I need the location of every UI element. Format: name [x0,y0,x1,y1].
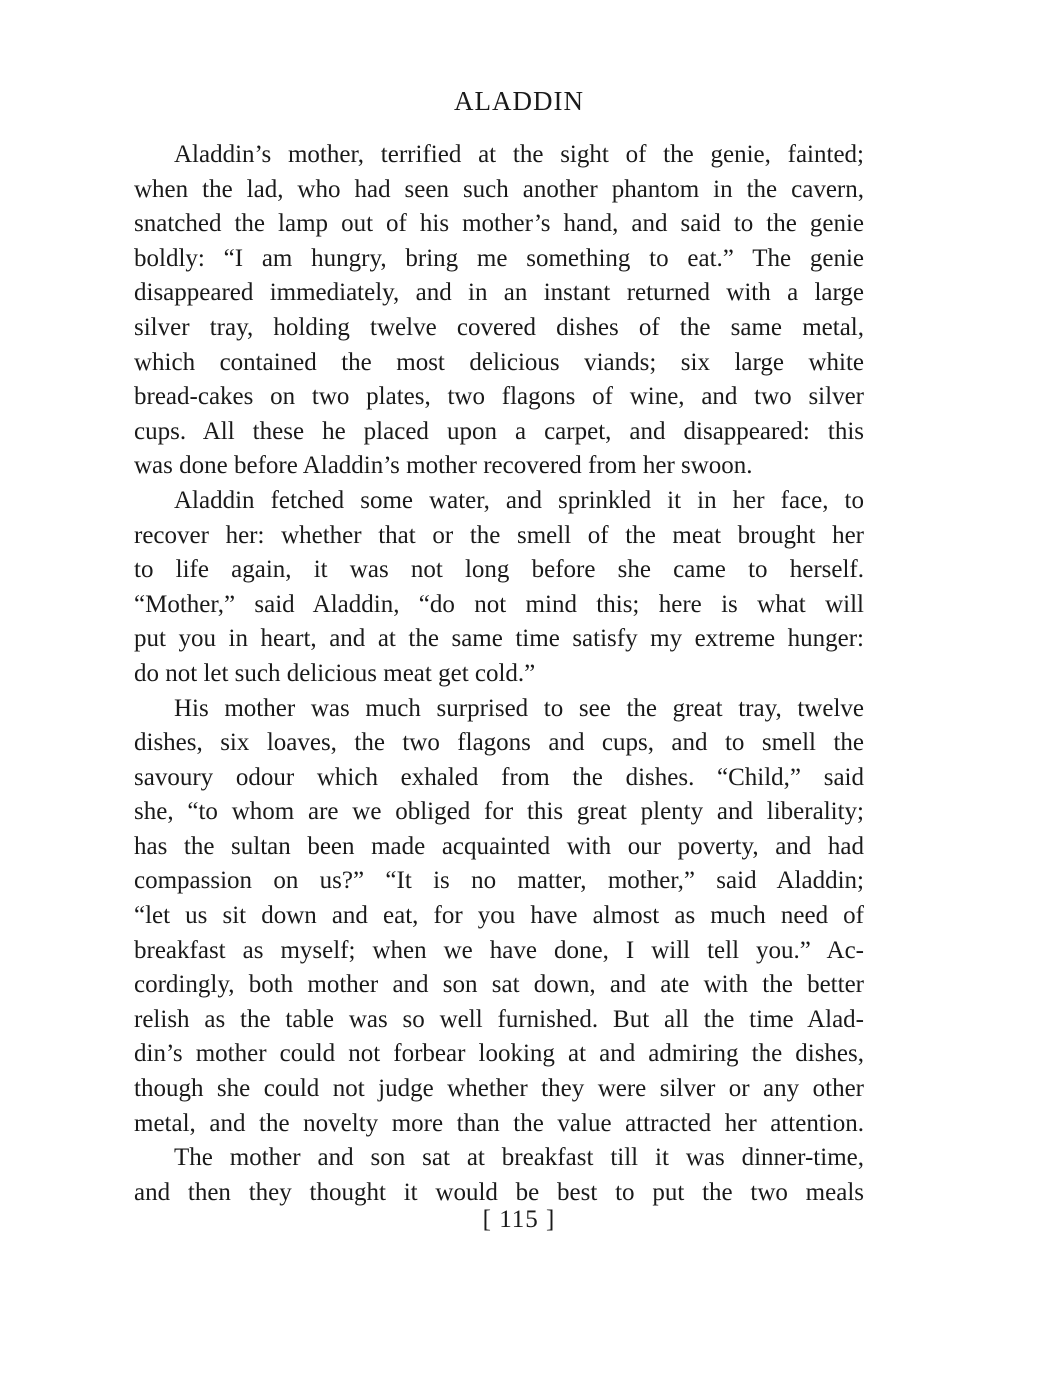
text-line: The mother and son sat at breakfast till it was dinner-time, [174,1144,864,1172]
text-line: snatched the lamp out of his mother’s hand, and said to the genie [134,210,864,238]
text-line: boldly: “I am hungry, bring me something to eat.” The genie [134,244,864,272]
running-head: ALADDIN [454,86,584,116]
text-line: dishes, six loaves, the two flagons and cups, and to smell the [134,729,864,757]
text-line: breakfast as myself; when we have done, I will tell you.” Ac- [134,936,864,964]
paragraph-1 [134,138,864,484]
text-line: to life again, it was not long before she came to herself. [134,556,864,584]
text-line: “Mother,” said Aladdin, “do not mind this; here is what will [134,590,864,618]
text-line: silver tray, holding twelve covered dishes of the same metal, [134,313,864,341]
text-line: she, “to whom are we obliged for this great plenty and liberality; [134,798,864,826]
text-line: recover her: whether that or the smell of the meat brought her [134,521,864,549]
text-line: cups. All these he placed upon a carpet, and disappeared: this [134,417,864,445]
text-line: bread-cakes on two plates, two flagons of wine, and two silver [134,383,864,411]
text-line: relish as the table was so well furnished. But all the time Alad- [134,1005,864,1033]
text-line: and then they thought it would be best to put the two meals [134,1178,864,1206]
paragraph-4 [134,1141,864,1210]
text-line: disappeared immediately, and in an instant returned with a large [134,279,864,307]
text-line: when the lad, who had seen such another phantom in the cavern, [134,175,864,203]
text-line: His mother was much surprised to see the great tray, twelve [174,694,864,722]
paragraph-3 [134,692,864,1142]
page-number: [ 115 ] [482,1206,556,1233]
text-line: metal, and the novelty more than the value attracted her attention. [134,1109,864,1137]
text-line: “let us sit down and eat, for you have almost as much need of [134,902,864,930]
text-line: though she could not judge whether they were silver or any other [134,1075,864,1103]
text-line: cordingly, both mother and son sat down, and ate with the better [134,971,864,999]
text-line: compassion on us?” “It is no matter, mother,” said Aladdin; [134,867,864,895]
body-text [134,138,864,1210]
paragraph-2 [134,484,864,692]
text-line: Aladdin’s mother, terrified at the sight of the genie, fainted; [174,141,864,168]
text-line: din’s mother could not forbear looking at and admiring the dishes, [134,1040,864,1068]
text-line: put you in heart, and at the same time satisfy my extreme hunger: [134,625,864,653]
text-line: savoury odour which exhaled from the dishes. “Child,” said [134,763,864,791]
text-line: do not let such delicious meat get cold.” [134,659,536,687]
text-line: which contained the most delicious viands; six large white [134,348,864,376]
text-line: was done before Aladdin’s mother recovered from her swoon. [134,452,753,480]
text-line: Aladdin fetched some water, and sprinkled it in her face, to [174,486,864,514]
text-line: has the sultan been made acquainted with our poverty, and had [134,832,864,860]
